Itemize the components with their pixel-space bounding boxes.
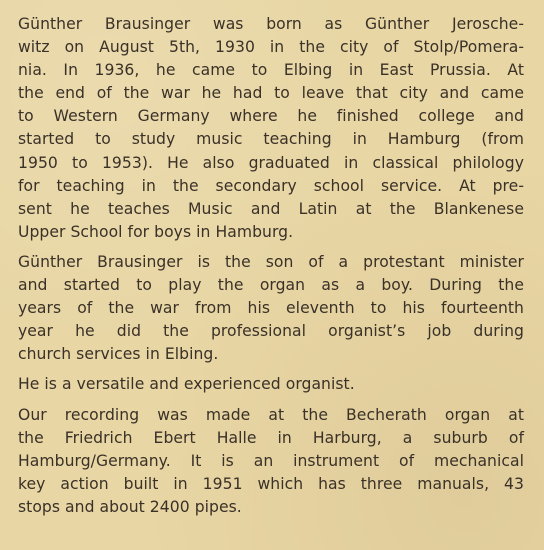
recording-details-paragraph	[18, 404, 524, 519]
text-line: Hamburg/Germany. It is an instrument of mechanical	[18, 451, 524, 470]
text-line: the Friedrich Ebert Halle in Harburg, a suburb of	[18, 428, 524, 447]
text-line: church services in Elbing.	[18, 345, 219, 364]
text-line: witz on August 5th, 1930 in the city of Stolp/Pomera-	[18, 38, 524, 57]
text-line: 1950 to 1953). He also graduated in classical philology	[18, 153, 524, 172]
text-line: for teaching in the secondary school service. At pre-	[18, 176, 524, 195]
text-line: and started to play the organ as a boy. During the	[18, 276, 524, 295]
text-line: Günther Brausinger was born as Günther Jerosche-	[18, 15, 524, 33]
text-line: stops and about 2400 pipes.	[18, 497, 242, 516]
text-line: to Western Germany where he finished college and	[18, 107, 524, 126]
organist-background-paragraph	[18, 251, 524, 366]
versatile-organist-paragraph	[18, 373, 524, 396]
text-line: Upper School for boys in Hamburg.	[18, 222, 294, 241]
text-line: years of the war from his eleventh to his fourteenth	[18, 299, 524, 318]
text-line: started to study music teaching in Hamburg (from	[18, 130, 524, 149]
text-line: year he did the professional organist’s job during	[18, 322, 524, 341]
text-line: nia. In 1936, he came to Elbing in East Prussia. At	[18, 61, 524, 80]
liner-notes-text	[18, 13, 524, 526]
text-line: the end of the war he had to leave that city and came	[18, 84, 524, 103]
text-line: key action built in 1951 which has three manuals, 43	[18, 474, 524, 493]
text-line: He is a versatile and experienced organist.	[18, 375, 355, 394]
text-line: Our recording was made at the Becherath organ at	[18, 405, 524, 424]
biography-paragraph	[18, 13, 524, 244]
text-line: sent he teaches Music and Latin at the Blankenese	[18, 199, 524, 218]
text-line: Günther Brausinger is the son of a protestant minister	[18, 252, 524, 271]
